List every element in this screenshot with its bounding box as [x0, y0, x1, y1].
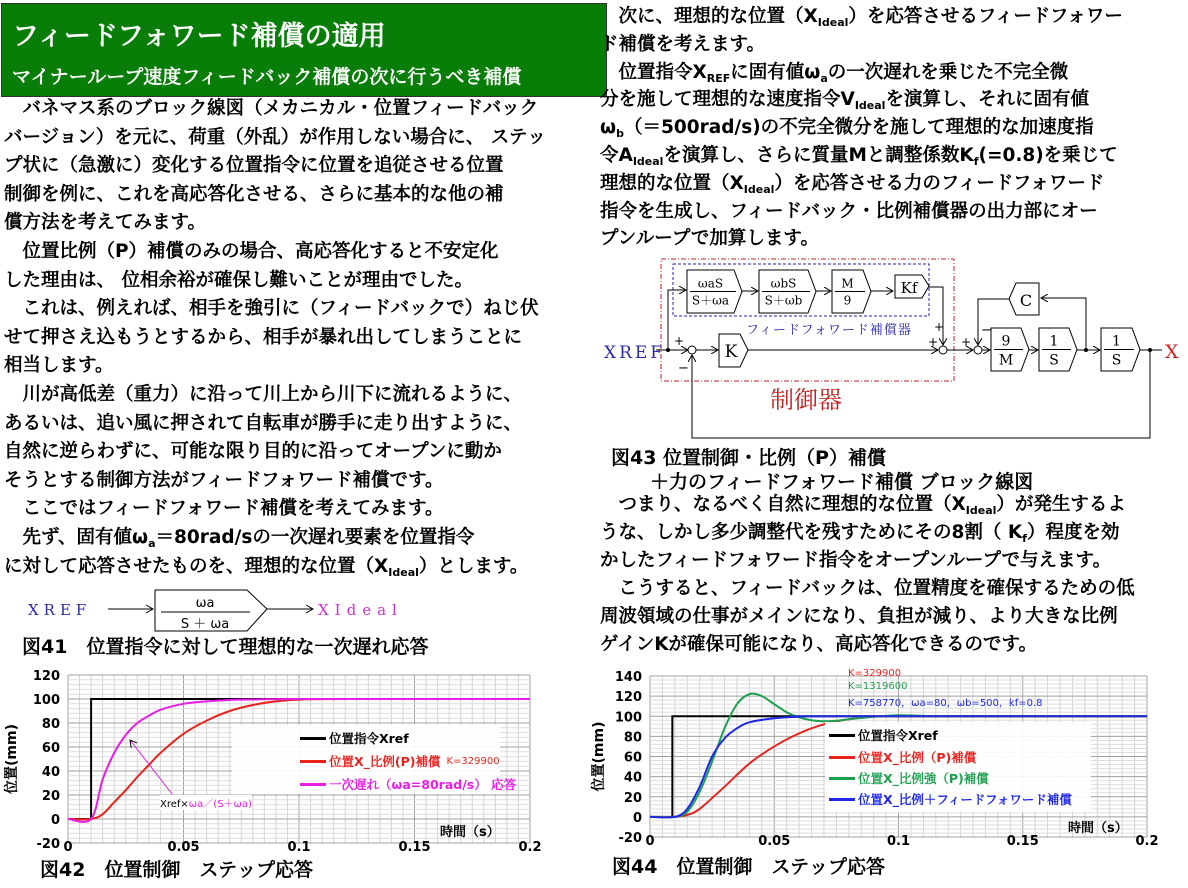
- y-tick-label: -20: [618, 831, 642, 846]
- legend-swatch: [300, 783, 326, 786]
- y-tick-label: 40: [41, 765, 60, 780]
- c-block-label: C: [1019, 291, 1033, 310]
- x-tick-label: 0: [63, 840, 73, 855]
- text-segment: 周波領域の仕事がメインになり、負担が減り、より大きな比例: [600, 606, 1118, 627]
- text-segment: ゲインKが確保可能になり、高応答化できるのです。: [600, 634, 1038, 655]
- text-segment: せて押さえ込もうとするから、相手が暴れ出してしまうことに: [4, 326, 523, 348]
- text-segment: 位置指令X: [600, 61, 707, 83]
- text-segment: 分を施して理想的な速度指令V: [600, 89, 855, 111]
- block-denominator: M: [998, 352, 1014, 369]
- fig41-denominator: S ＋ ωa: [180, 617, 230, 632]
- text-segment: 指令を生成し、フィードバック・比例補償器の出力部にオー: [600, 200, 1098, 222]
- block-denominator: S＋ωb: [764, 293, 803, 308]
- legend-label: 位置X_比例（P)補償: [858, 750, 977, 765]
- y-tick-label: 0: [50, 813, 60, 828]
- sign-minus-2: −: [981, 323, 992, 338]
- text-segment: を演算し、それに固有値: [885, 89, 1089, 111]
- x-tick-label: 0.15: [398, 840, 431, 855]
- legend-swatch: [829, 756, 855, 759]
- fig43-caption-line1: 図43 位置制御・比例（P）補償: [611, 447, 886, 469]
- legend-swatch: [829, 734, 855, 737]
- text-segment: 自然に逆らわずに、可能な限り目的に沿ってオープンに動か: [4, 441, 502, 463]
- annotation-prefix: Xref×: [160, 799, 189, 810]
- text-segment: ）とします。: [418, 555, 529, 577]
- y-tick-label: 80: [623, 730, 642, 746]
- chart1-legend-item-1: [300, 729, 409, 747]
- fig41-output-label: XIdeal: [318, 601, 403, 619]
- chart1-legend-item-2: [300, 752, 500, 770]
- chart2-gain-note-red: K=329900: [848, 668, 902, 679]
- text-segment: の一次遅れを乗じた不完全微: [827, 61, 1069, 83]
- text-segment: 相当します。: [4, 355, 114, 377]
- x-tick-label: 0.15: [1006, 834, 1039, 849]
- x-tick-label: 0.2: [1135, 834, 1159, 849]
- chart2-legend-item-1: [829, 726, 938, 744]
- text-segment: プンループで加算します。: [600, 228, 819, 250]
- y-tick-label: -20: [36, 837, 60, 852]
- x-axis-label: 時間（s）: [1068, 821, 1128, 836]
- text-segment: かしたフィードフォワード指令をオープンループで与えます。: [600, 550, 1112, 571]
- y-tick-label: 80: [41, 717, 60, 732]
- text-segment: した理由は、 位相余裕が確保し難いことが理由でした。: [4, 269, 473, 291]
- chart2-gain-note-blue: K=758770，ωa=80，ωb=500，kf=0.8: [848, 698, 1043, 709]
- subscript: Ideal: [632, 155, 664, 168]
- subscript: Ideal: [388, 565, 419, 579]
- legend-label: 位置X_比例(P)補償: [329, 754, 441, 769]
- fig42-caption: 図42 位置制御 ステップ応答: [40, 859, 314, 881]
- text-segment: つまり、なるべく自然に理想的な位置（X: [600, 494, 966, 515]
- page-title: フィードフォワード補償の適用: [12, 21, 386, 52]
- text-segment: ）が発生するよ: [996, 494, 1126, 515]
- sign-plus-3: +: [934, 320, 945, 334]
- text-segment: これは、例えれば、相手を強引に（フィードバックで）ねじ伏: [4, 298, 539, 320]
- block-denominator: S: [1049, 352, 1059, 369]
- legend-swatch: [829, 798, 855, 801]
- text-segment: バネマス系のブロック線図（メカニカル・位置フィードバック: [4, 98, 539, 119]
- block-numerator: ωaS: [697, 276, 724, 291]
- text-segment: 制御を例に、これを高応答化させる、さらに基本的な他の補: [4, 183, 504, 205]
- sign-plus-2: +: [928, 335, 939, 349]
- y-tick-label: 120: [32, 669, 60, 684]
- block-numerator: M: [841, 276, 854, 291]
- block-numerator: 9: [1001, 333, 1011, 350]
- sign-plus-4: +: [961, 335, 972, 349]
- subscript: f: [973, 155, 979, 168]
- y-tick-label: 20: [623, 790, 642, 806]
- y-tick-label: 100: [614, 710, 642, 726]
- summing-junction-3: [974, 346, 982, 354]
- ff-compensator-label: フィードフォワード補償器: [746, 323, 912, 338]
- fig41-numerator: ωa: [195, 596, 215, 611]
- subscript: Ideal: [817, 16, 849, 29]
- subscript: f: [1022, 532, 1027, 545]
- fig43-output-label: X: [1165, 341, 1179, 363]
- text-segment: 川が高低差（重力）に沿って川上から川下に流れるように、: [4, 384, 523, 405]
- text-segment: に対して応答させたものを、理想的な位置（X: [4, 555, 389, 577]
- text-segment: （＝500rad/s)の不完全微分を施して理想的な加速度指: [623, 117, 1094, 139]
- text-segment: ここではフィードフォワード補償を考えてみます。: [4, 498, 444, 520]
- legend-label: 一次遅れ（ωa=80rad/s） 応答: [329, 777, 517, 792]
- sign-minus-1: −: [678, 361, 689, 376]
- block-numerator: 1: [1049, 333, 1059, 350]
- fig43-input-label: XREF: [604, 343, 666, 363]
- subscript: a: [148, 537, 156, 550]
- text-segment: あるいは、追い風に押されて自転車が勝手に走り出すように、: [4, 412, 523, 434]
- legend-swatch: [300, 737, 326, 740]
- text-segment: ＝80rad/sの一次遅れ要素を位置指令: [155, 527, 475, 548]
- x-tick-label: 0.1: [287, 840, 311, 855]
- chart2-legend-item-2: [829, 748, 976, 766]
- x-tick-label: 0.05: [167, 840, 200, 855]
- x-tick-label: 0: [645, 834, 655, 849]
- text-segment: 令A: [600, 145, 633, 166]
- text-segment: を演算し、さらに質量Mと調整係数K: [663, 145, 974, 166]
- sign-plus-1: +: [674, 334, 685, 348]
- chart1-annotation: [160, 795, 252, 810]
- subscript: b: [616, 127, 624, 141]
- y-tick-label: 60: [623, 750, 642, 766]
- text-segment: 償方法を考えてみます。: [4, 212, 207, 234]
- chart2-legend-item-4: [829, 790, 1072, 808]
- text-segment: ω: [600, 117, 617, 139]
- controller-label: 制御器: [770, 386, 842, 414]
- y-tick-label: 100: [32, 693, 60, 708]
- text-segment: 理想的な位置（X: [600, 172, 744, 194]
- subscript: a: [820, 71, 828, 85]
- text-segment: そうとする制御方法がフィードフォワード補償です。: [4, 469, 444, 491]
- text-segment: ）を応答させるフィードフォワー: [848, 6, 1123, 27]
- subscript: Ideal: [965, 504, 997, 517]
- block-denominator: 9: [843, 293, 852, 308]
- text-segment: 先ず、固有値ω: [4, 527, 149, 548]
- subscript: REF: [706, 71, 731, 85]
- text-segment: ）程度を効: [1026, 522, 1120, 543]
- chart2-legend-item-3: [829, 769, 989, 787]
- summing-junction-2: [939, 346, 947, 354]
- annotation-formula: ωa／(S＋ωa): [188, 799, 252, 810]
- x-tick-label: 0.05: [758, 834, 791, 849]
- subscript: Ideal: [743, 182, 775, 196]
- block-numerator: ωbS: [770, 276, 797, 291]
- legend-swatch: [300, 760, 326, 763]
- y-tick-label: 40: [623, 770, 642, 786]
- x-axis-label: 時間（s）: [440, 825, 500, 840]
- legend-label: 位置X_比例強（P)補償: [858, 771, 989, 786]
- subscript: Ideal: [854, 99, 886, 113]
- text-segment: うな、しかし多少調整代を残すためにその8割（ K: [600, 522, 1023, 543]
- text-segment: こうすると、フィードバックは、位置精度を確保するための低: [600, 578, 1135, 599]
- block-denominator: S＋ωa: [691, 293, 730, 308]
- legend-gain-note: K=329900: [446, 755, 500, 767]
- legend-label: 位置X_比例＋フィードフォワード補償: [858, 792, 1072, 807]
- page-subtitle: マイナーループ速度フィードバック補償の次に行うべき補償: [12, 66, 522, 88]
- y-tick-label: 0: [632, 810, 642, 826]
- block-denominator: S: [1111, 352, 1122, 369]
- text-segment: プ状に（急激に）変化する位置指令に位置を追従させる位置: [4, 155, 504, 177]
- legend-swatch: [829, 777, 855, 780]
- y-tick-label: 60: [41, 741, 60, 756]
- fig43-caption-line2: ＋力のフィードフォワード補償 ブロック線図: [650, 471, 1034, 493]
- summing-junction-1: [688, 346, 696, 354]
- legend-label: 位置指令Xref: [329, 731, 409, 746]
- text-segment: に固有値ω: [730, 61, 821, 83]
- chart1-legend-item-3: [300, 775, 516, 793]
- fig42-step-response-chart: [0, 660, 590, 860]
- legend-label: 位置指令Xref: [858, 728, 938, 743]
- fig44-caption: 図44 位置制御 ステップ応答: [612, 856, 886, 878]
- text-segment: ド補償を考えます。: [600, 33, 766, 55]
- text-segment: 位置比例（P）補償のみの場合、高応答化すると不安定化: [4, 241, 499, 262]
- fig41-caption: 図41 位置指令に対して理想的な一次遅れ応答: [22, 636, 429, 658]
- y-tick-label: 140: [614, 670, 642, 685]
- y-axis-label: 位置(mm): [4, 724, 20, 794]
- text-segment: バージョン）を元に、荷重（外乱）が作用しない場合に、 ステッ: [4, 126, 546, 148]
- text-segment: (=0.8)を乗じて: [978, 145, 1118, 166]
- k-block-label: K: [724, 342, 738, 362]
- y-axis-label: 位置(mm): [591, 721, 607, 792]
- fig41-input-label: XREF: [28, 601, 92, 619]
- text-segment: 次に、理想的な位置（X: [600, 6, 818, 27]
- block-numerator: 1: [1112, 333, 1121, 350]
- y-tick-label: 20: [41, 789, 60, 804]
- x-tick-label: 0.1: [886, 834, 911, 849]
- chart2-gain-note-green: K=1319600: [848, 681, 908, 692]
- x-tick-label: 0.2: [518, 840, 542, 855]
- text-segment: ）を応答させる力のフィードフォワード: [774, 172, 1105, 194]
- y-tick-label: 120: [614, 690, 642, 706]
- kf-block-label: Kf: [900, 279, 918, 297]
- wire-position-feedback: [692, 350, 1150, 438]
